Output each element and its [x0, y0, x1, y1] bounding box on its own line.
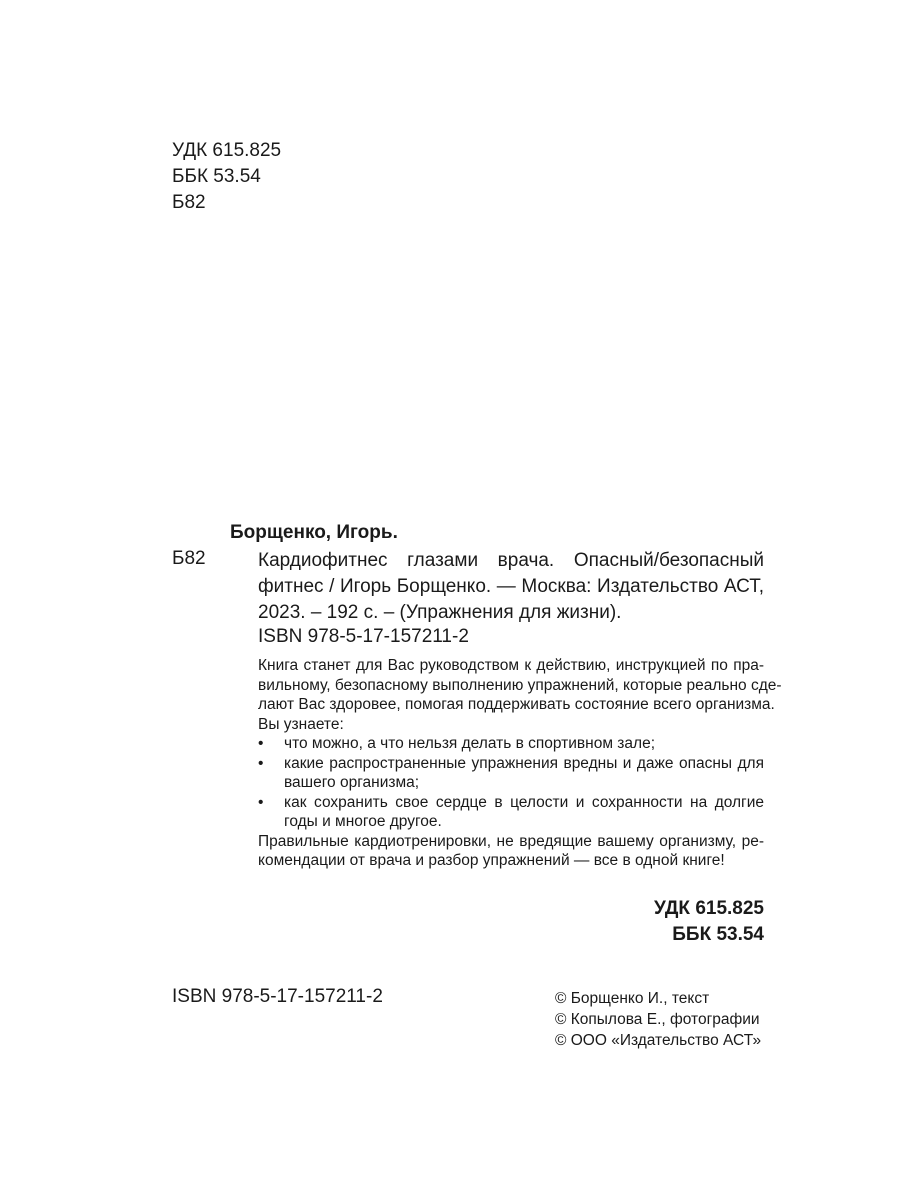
side-author-mark: Б82 — [172, 548, 206, 569]
bbk-code-bold: ББК 53.54 — [672, 924, 764, 945]
bullet-icon: • — [258, 735, 264, 752]
bullet-icon: • — [258, 754, 264, 772]
copyright-line: © ООО «Издательство АСТ» — [555, 1032, 762, 1049]
copyright-line: © Борщенко И., текст — [555, 990, 710, 1007]
list-item-text: вашего организма; — [284, 774, 420, 791]
bullet-icon: • — [258, 793, 264, 811]
annotation-line: вильному, безопасному выполнению упражнений, которые реально сде- — [258, 676, 782, 694]
list-item-text: как сохранить свое сердце в целости и сохранности на долгие — [284, 793, 764, 811]
biblio-line: Кардиофитнес глазами врача. Опасный/безопасный — [258, 550, 764, 571]
copyright-block — [555, 988, 761, 1051]
list-item-text: какие распространенные упражнения вредны и даже опасны для — [284, 754, 764, 772]
annotation — [258, 656, 782, 871]
top-classification-codes — [172, 138, 281, 216]
list-item — [258, 793, 764, 832]
biblio-line: фитнес / Игорь Борщенко. — Москва: Издательство АСТ, — [258, 576, 764, 597]
bbk-code: ББК 53.54 — [172, 166, 261, 187]
udk-code-bold: УДК 615.825 — [654, 898, 764, 919]
annotation-line: комендации от врача и разбор упражнений — все в одной книге! — [258, 852, 725, 869]
list-item — [258, 754, 764, 793]
author-heading: Борщенко, Игорь. — [230, 522, 398, 543]
bibliographic-description — [258, 548, 764, 626]
annotation-line: лают Вас здоровее, помогая поддерживать состояние всего организма. — [258, 696, 775, 713]
right-classification-codes — [654, 896, 764, 948]
list-item — [258, 734, 764, 754]
list-item-text: что можно, а что нельзя делать в спортивном зале; — [284, 735, 656, 752]
isbn-entry: ISBN 978-5-17-157211-2 — [258, 626, 469, 647]
annotation-line: Книга станет для Вас руководством к действию, инструкцией по пра- — [258, 657, 764, 674]
copyright-line: © Копылова Е., фотографии — [555, 1011, 760, 1028]
annotation-line: Правильные кардиотренировки, не вредящие вашему организму, ре- — [258, 832, 764, 850]
list-item-text: годы и многое другое. — [284, 813, 442, 830]
author-mark: Б82 — [172, 192, 206, 213]
udk-code: УДК 615.825 — [172, 140, 282, 161]
annotation-lead: Вы узнаете: — [258, 715, 344, 733]
biblio-line: 2023. – 192 с. – (Упражнения для жизни). — [258, 602, 622, 623]
isbn-footer: ISBN 978-5-17-157211-2 — [172, 986, 383, 1007]
